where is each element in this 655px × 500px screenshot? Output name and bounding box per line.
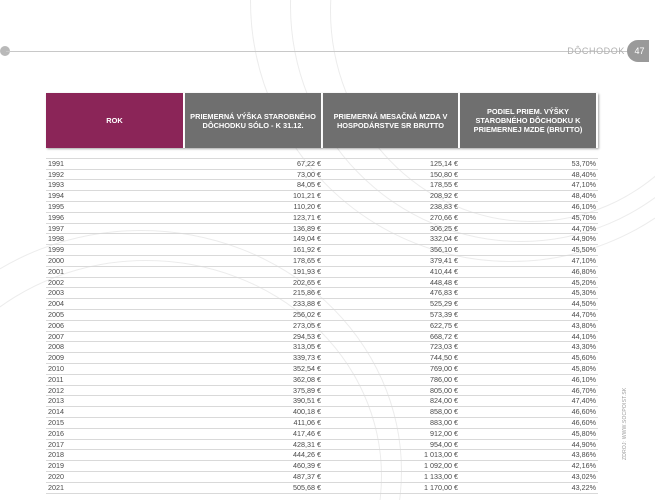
- header-spacer: [46, 148, 598, 159]
- avg-wage-cell: 150,80 €: [323, 170, 460, 181]
- year-cell: 1997: [46, 224, 185, 235]
- avg-pension-cell: 352,54 €: [185, 364, 323, 375]
- ratio-cell: 44,70%: [460, 224, 598, 235]
- ratio-cell: 45,30%: [460, 288, 598, 299]
- avg-pension-cell: 101,21 €: [185, 191, 323, 202]
- ratio-cell: 46,10%: [460, 375, 598, 386]
- ratio-cell: 46,10%: [460, 202, 598, 213]
- table-row: [46, 202, 598, 213]
- avg-wage-cell: 824,00 €: [323, 396, 460, 407]
- avg-wage-cell: 238,83 €: [323, 202, 460, 213]
- ratio-cell: 44,10%: [460, 332, 598, 343]
- table-row: [46, 159, 598, 170]
- header-avg-pension: PRIEMERNÁ VÝŠKA STAROBNÉHO DÔCHODKU SÓLO - K 31.12.: [185, 93, 323, 148]
- avg-wage-cell: 1 013,00 €: [323, 450, 460, 461]
- avg-wage-cell: 125,14 €: [323, 159, 460, 170]
- avg-pension-cell: 362,08 €: [185, 375, 323, 386]
- avg-pension-cell: 460,39 €: [185, 461, 323, 472]
- table-row: [46, 332, 598, 343]
- table-row: [46, 472, 598, 483]
- avg-pension-cell: 375,89 €: [185, 386, 323, 397]
- year-cell: 2002: [46, 278, 185, 289]
- avg-pension-cell: 191,93 €: [185, 267, 323, 278]
- page-number: 47: [627, 40, 649, 62]
- header-rule: [6, 51, 630, 52]
- year-cell: 2006: [46, 321, 185, 332]
- table-row: [46, 418, 598, 429]
- ratio-cell: 44,50%: [460, 299, 598, 310]
- ratio-cell: 53,70%: [460, 159, 598, 170]
- avg-wage-cell: 786,00 €: [323, 375, 460, 386]
- year-cell: 2001: [46, 267, 185, 278]
- ratio-cell: 42,16%: [460, 461, 598, 472]
- ratio-cell: 44,70%: [460, 310, 598, 321]
- avg-wage-cell: 306,25 €: [323, 224, 460, 235]
- year-cell: 2020: [46, 472, 185, 483]
- ratio-cell: 45,60%: [460, 353, 598, 364]
- table-row: [46, 440, 598, 451]
- avg-wage-cell: 208,92 €: [323, 191, 460, 202]
- year-cell: 1999: [46, 245, 185, 256]
- avg-wage-cell: 448,48 €: [323, 278, 460, 289]
- pension-table: [46, 93, 598, 494]
- avg-wage-cell: 954,00 €: [323, 440, 460, 451]
- avg-wage-cell: 858,00 €: [323, 407, 460, 418]
- year-cell: 1998: [46, 234, 185, 245]
- table-row: [46, 267, 598, 278]
- avg-wage-cell: 379,41 €: [323, 256, 460, 267]
- ratio-cell: 43,30%: [460, 342, 598, 353]
- avg-pension-cell: 428,31 €: [185, 440, 323, 451]
- ratio-cell: 46,80%: [460, 267, 598, 278]
- table-row: [46, 396, 598, 407]
- avg-pension-cell: 110,20 €: [185, 202, 323, 213]
- avg-wage-cell: 883,00 €: [323, 418, 460, 429]
- table-row: [46, 483, 598, 494]
- ratio-cell: 45,70%: [460, 213, 598, 224]
- header-avg-wage: PRIEMERNÁ MESAČNÁ MZDA V HOSPODÁRSTVE SR BRUTTO: [323, 93, 460, 148]
- table-row: [46, 450, 598, 461]
- ratio-cell: 47,10%: [460, 256, 598, 267]
- avg-wage-cell: 622,75 €: [323, 321, 460, 332]
- source-credit: ZDROJ: WWW.SOCPOIST.SK: [622, 387, 628, 460]
- table-row: [46, 407, 598, 418]
- avg-pension-cell: 339,73 €: [185, 353, 323, 364]
- avg-pension-cell: 73,00 €: [185, 170, 323, 181]
- avg-pension-cell: 233,88 €: [185, 299, 323, 310]
- table-row: [46, 278, 598, 289]
- table-row: [46, 386, 598, 397]
- avg-pension-cell: 67,22 €: [185, 159, 323, 170]
- year-cell: 1994: [46, 191, 185, 202]
- avg-pension-cell: 411,06 €: [185, 418, 323, 429]
- year-cell: 1992: [46, 170, 185, 181]
- year-cell: 2000: [46, 256, 185, 267]
- table-row: [46, 310, 598, 321]
- year-cell: 2014: [46, 407, 185, 418]
- section-title: DÔCHODOK: [567, 46, 625, 56]
- avg-wage-cell: 723,03 €: [323, 342, 460, 353]
- table-row: [46, 321, 598, 332]
- table-row: [46, 364, 598, 375]
- ratio-cell: 45,50%: [460, 245, 598, 256]
- avg-wage-cell: 744,50 €: [323, 353, 460, 364]
- year-cell: 1995: [46, 202, 185, 213]
- year-cell: 1993: [46, 180, 185, 191]
- avg-pension-cell: 273,05 €: [185, 321, 323, 332]
- avg-wage-cell: 769,00 €: [323, 364, 460, 375]
- ratio-cell: 46,60%: [460, 418, 598, 429]
- table-row: [46, 461, 598, 472]
- year-cell: 2010: [46, 364, 185, 375]
- avg-pension-cell: 136,89 €: [185, 224, 323, 235]
- table-row: [46, 234, 598, 245]
- ratio-cell: 47,40%: [460, 396, 598, 407]
- ratio-cell: 45,20%: [460, 278, 598, 289]
- year-cell: 2004: [46, 299, 185, 310]
- ratio-cell: 46,60%: [460, 407, 598, 418]
- ratio-cell: 45,80%: [460, 429, 598, 440]
- table-header-row: [46, 93, 598, 148]
- avg-wage-cell: 476,83 €: [323, 288, 460, 299]
- avg-wage-cell: 332,04 €: [323, 234, 460, 245]
- ratio-cell: 45,80%: [460, 364, 598, 375]
- ratio-cell: 44,90%: [460, 234, 598, 245]
- table-row: [46, 353, 598, 364]
- table-row: [46, 342, 598, 353]
- avg-wage-cell: 912,00 €: [323, 429, 460, 440]
- avg-pension-cell: 149,04 €: [185, 234, 323, 245]
- avg-wage-cell: 805,00 €: [323, 386, 460, 397]
- table-row: [46, 299, 598, 310]
- year-cell: 2008: [46, 342, 185, 353]
- year-cell: 2016: [46, 429, 185, 440]
- table-row: [46, 375, 598, 386]
- table-row: [46, 191, 598, 202]
- year-cell: 1991: [46, 159, 185, 170]
- avg-wage-cell: 270,66 €: [323, 213, 460, 224]
- avg-pension-cell: 161,92 €: [185, 245, 323, 256]
- table-row: [46, 180, 598, 191]
- table-row: [46, 213, 598, 224]
- ratio-cell: 43,02%: [460, 472, 598, 483]
- avg-pension-cell: 444,26 €: [185, 450, 323, 461]
- ratio-cell: 47,10%: [460, 180, 598, 191]
- avg-pension-cell: 215,86 €: [185, 288, 323, 299]
- table-row: [46, 224, 598, 235]
- header-year: ROK: [46, 93, 185, 148]
- year-cell: 2003: [46, 288, 185, 299]
- year-cell: 2005: [46, 310, 185, 321]
- ratio-cell: 48,40%: [460, 170, 598, 181]
- year-cell: 2013: [46, 396, 185, 407]
- avg-pension-cell: 417,46 €: [185, 429, 323, 440]
- avg-wage-cell: 1 170,00 €: [323, 483, 460, 494]
- year-cell: 2018: [46, 450, 185, 461]
- avg-wage-cell: 178,55 €: [323, 180, 460, 191]
- ratio-cell: 44,90%: [460, 440, 598, 451]
- year-cell: 2017: [46, 440, 185, 451]
- avg-wage-cell: 525,29 €: [323, 299, 460, 310]
- avg-pension-cell: 400,18 €: [185, 407, 323, 418]
- ratio-cell: 46,70%: [460, 386, 598, 397]
- year-cell: 2015: [46, 418, 185, 429]
- table-row: [46, 245, 598, 256]
- ratio-cell: 48,40%: [460, 191, 598, 202]
- table-row: [46, 170, 598, 181]
- table-row: [46, 256, 598, 267]
- avg-pension-cell: 390,51 €: [185, 396, 323, 407]
- avg-pension-cell: 178,65 €: [185, 256, 323, 267]
- avg-wage-cell: 410,44 €: [323, 267, 460, 278]
- table-body: [46, 159, 598, 494]
- avg-pension-cell: 123,71 €: [185, 213, 323, 224]
- header-ratio: PODIEL PRIEM. VÝŠKY STAROBNÉHO DÔCHODKU K PRIEMERNEJ MZDE (BRUTTO): [460, 93, 598, 148]
- avg-wage-cell: 1 092,00 €: [323, 461, 460, 472]
- avg-pension-cell: 202,65 €: [185, 278, 323, 289]
- ratio-cell: 43,22%: [460, 483, 598, 494]
- avg-pension-cell: 84,05 €: [185, 180, 323, 191]
- avg-wage-cell: 1 133,00 €: [323, 472, 460, 483]
- year-cell: 2012: [46, 386, 185, 397]
- year-cell: 2009: [46, 353, 185, 364]
- avg-wage-cell: 356,10 €: [323, 245, 460, 256]
- avg-wage-cell: 668,72 €: [323, 332, 460, 343]
- table-row: [46, 288, 598, 299]
- ratio-cell: 43,80%: [460, 321, 598, 332]
- year-cell: 2019: [46, 461, 185, 472]
- year-cell: 2011: [46, 375, 185, 386]
- avg-pension-cell: 256,02 €: [185, 310, 323, 321]
- avg-pension-cell: 505,68 €: [185, 483, 323, 494]
- year-cell: 2007: [46, 332, 185, 343]
- table-row: [46, 429, 598, 440]
- avg-pension-cell: 294,53 €: [185, 332, 323, 343]
- year-cell: 1996: [46, 213, 185, 224]
- avg-wage-cell: 573,39 €: [323, 310, 460, 321]
- avg-pension-cell: 487,37 €: [185, 472, 323, 483]
- year-cell: 2021: [46, 483, 185, 494]
- avg-pension-cell: 313,05 €: [185, 342, 323, 353]
- ratio-cell: 43,86%: [460, 450, 598, 461]
